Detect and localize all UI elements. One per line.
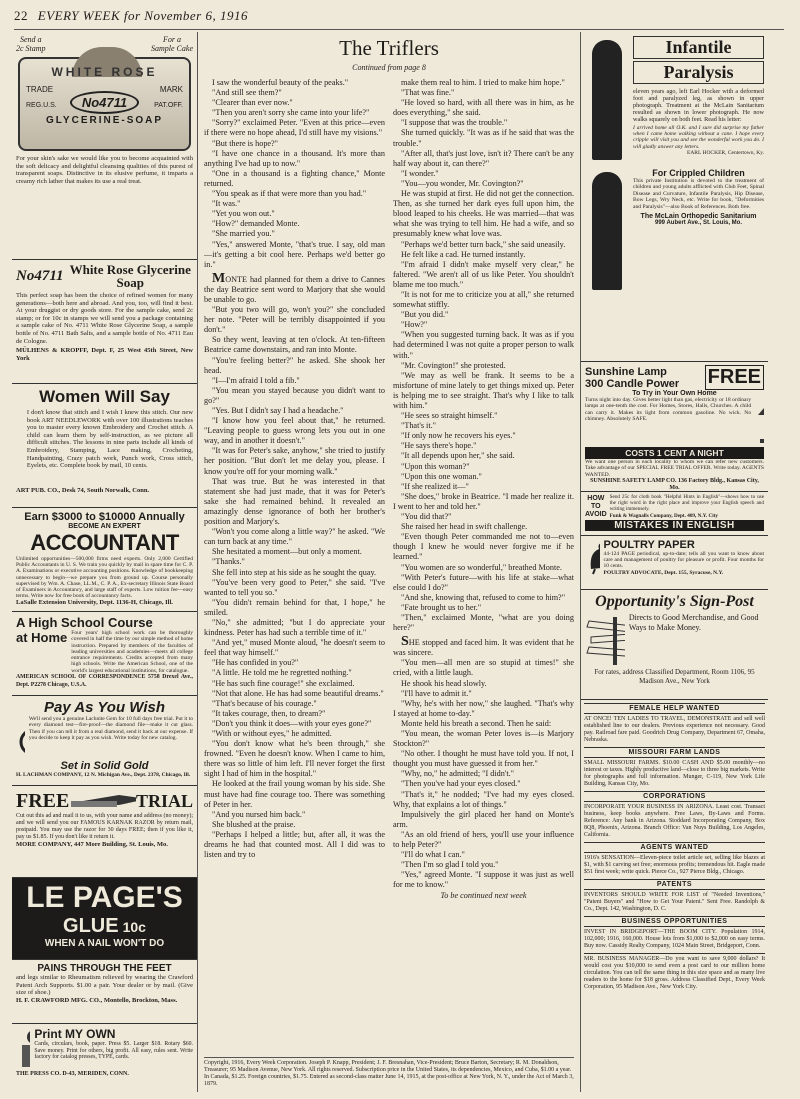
story-paragraph: "Perhaps we'd better turn back," she said uneasily. (401, 239, 566, 249)
story-paragraph: "But you two will go, won't you?" she concluded her note. "Peter will be terribly disappointed if you don't." (204, 305, 385, 335)
opportunity-signpost-ad (581, 590, 768, 700)
hs-sub: at Home (16, 630, 68, 645)
sanitarium-name: The McLain Orthopedic Sanitarium (640, 213, 757, 221)
story-paragraph: Impulsively the girl placed her hand on Monte's arm. (393, 809, 574, 829)
story-paragraph: "You speak as if that were more than you had." (212, 189, 367, 199)
english-how: HOW TO AVOID (585, 495, 607, 518)
high-school-ad (12, 612, 197, 696)
lamp-icon (754, 397, 764, 447)
story-paragraph: She turned quickly. "It was as if he said that was the trouble." (393, 128, 574, 148)
story-paragraph: "Why, no," he admitted; "I didn't." (401, 769, 514, 779)
accountant-sub: BECOME AN EXPERT (68, 523, 141, 530)
sanitarium-address: 999 Aubert Ave., St. Louis, Mo. (654, 220, 742, 227)
soap-reg: REG.U.S. (26, 102, 57, 109)
classified-heading: BUSINESS OPPORTUNITIES (584, 916, 765, 927)
pay-title: Pay As You Wish (43, 699, 165, 716)
crippled-title: For Crippled Children (652, 168, 745, 178)
lamp-body: Turns night into day. Gives better light than gas, electricity or 18 ordinary lamps at one-tenth the cost. For Homes, Stores, Halls, Churches. A child can carry it. Makes its light from common gasoline. No wick. No chimney. Absolutely SAFE. (585, 397, 752, 422)
issue-title: EVERY WEEK for November 6, 1916 (37, 8, 248, 23)
page-header (14, 8, 784, 30)
continued-label: Continued from page 8 (352, 63, 426, 72)
story-paragraph: "You men—all men are so stupid at times!" she cried, with a little laugh. (393, 658, 574, 678)
story-paragraph: "One in a thousand is a fighting chance," Monte returned. (204, 168, 385, 188)
story-paragraph: "That's it." (401, 421, 436, 431)
story-paragraph: "I suppose that was the trouble." (401, 118, 508, 128)
copyright-notice: Copyright, 1916, Every Week Corporation. Joseph P. Knapp, President; J. F. Bresnahan, Vice-President; Bruce Barton, Secretary; R. M. Donaldson, Treasurer; 95 Madison Avenue, New York. All rights reserved. Subscription price in the United States, its dependencies, Mexico, and Cuba, $1.00 a year. In Canada, $1.25. Foreign countries, $1.75. Entered as second-class matter June 14, 1915, at the post-office at New York, N. Y., under the Act of March 3, 1879. (204, 1057, 574, 1088)
to-be-continued: To be continued next week (440, 890, 527, 900)
story-paragraph: "That was fine." (401, 88, 455, 98)
story-paragraph: "You women are so wonderful," breathed Monte. (401, 562, 562, 572)
story-paragraph: "Yet you won out." (212, 209, 275, 219)
story-paragraph: "I'm afraid I didn't make myself very clear," he faltered. "We aren't all of us like Peter. You shouldn't blame me too much." (393, 259, 574, 289)
story-paragraph: "Fate brought us to her." (401, 602, 482, 612)
poultry-footer: POULTRY ADVOCATE, Dept. 155, Syracuse, N.Y. (603, 569, 724, 576)
left-ad-column (12, 32, 198, 1092)
lamp-footer: SUNSHINE SAFETY LAMP CO. 136 Factory Bldg., Kansas City, Mo. (590, 477, 759, 492)
english-footer: Funk & Wagnalls Company, Dept. 409, N.Y. City (609, 512, 719, 519)
story-paragraph: "How?" (401, 320, 428, 330)
story-paragraph: "And still see them?" (212, 88, 282, 98)
soap2-footer: MÜLHENS & KROPFF, Dept. F, 25 West 45th Street, New York (16, 347, 193, 362)
story-paragraph: "Upon this one woman." (401, 471, 482, 481)
poultry-title: POULTRY PAPER (603, 539, 695, 551)
soap-trade: TRADE (26, 85, 54, 94)
story-paragraph: "When you suggested turning back. It was as if you had determined I was not quite a proper person to walk with." (393, 330, 574, 360)
pay-footer: H. LACHMAN COMPANY, 12 N. Michigan Ave., Dept. 2378, Chicago, Ill. (16, 772, 191, 778)
story-paragraph: He shook his head slowly. (401, 678, 487, 688)
lepage-glue-ad (12, 878, 197, 960)
story-paragraph: "And she, knowing that, refused to come to him?" (401, 592, 566, 602)
razor-icon (69, 789, 136, 813)
story-paragraph: "If she realized it—" (401, 481, 469, 491)
story-title: The Triflers (339, 36, 439, 60)
hs-title: A High School Course (16, 615, 153, 630)
story-paragraph: "Perhaps I helped a little; but, after all, it was the dreams he had that counted most. All I did was to listen and try to (204, 829, 385, 860)
story-paragraph: "It was." (212, 199, 241, 209)
pains-footer: H. F. CRAWFORD MFG. CO., Montello, Brockton, Mass. (16, 996, 178, 1004)
story-paragraph: She hesitated a moment—but only a moment. (212, 547, 362, 557)
paralysis-quote: I arrived home all O.K. and I sure did surprise my father when I came home walking without a cane. I hope every cripple will visit you and see the wonderful work you do. I will gladly answer any letters. (633, 125, 764, 150)
story-paragraph: She raised her head in swift challenge. (401, 522, 528, 532)
right-ad-column (580, 32, 768, 1092)
paralysis-ad (581, 32, 768, 362)
story-paragraph: "We may as well be frank. It seems to be a misfortune of mine lately to get things mixed up. Peter is helping me to see straight. That's why I like to talk with him." (393, 370, 574, 410)
story-paragraph: "He sees so straight himself." (401, 411, 498, 421)
razor-free: FREE (16, 789, 70, 812)
signpost-rates: For rates, address Classified Department, Room 1106, 95 Madison Ave., New York (594, 668, 755, 685)
razor-trial: TRIAL (135, 790, 193, 811)
classified-heading: CORPORATIONS (584, 791, 765, 802)
women-title: Women Will Say (39, 387, 170, 406)
classified-body: INVENTORS SHOULD WRITE FOR LIST of "Needed Inventions," "Patent Buyers" and "How to Get Your Patent." Sent Free. Randolph & Co., Dept. 142, Washington, D. C. (584, 892, 765, 912)
classified-ads (581, 703, 768, 991)
accountant-body: Unlimited opportunities—500,000 firms need experts. Only 2,000 Certified Public Accountants in U. S. We train you quickly by mail in spare time for C. P. A. Examinations or executive accounting positions. Knowledge of bookkeeping unnecessary to begin—we prepare you from ground up. Course personally supervised by Wm. A. Chase, LL.M., C. P. A., Ex-secretary Illinois State Board of Examiners in Accountancy, and large staff of experts. Low tuition fee—easy terms. Write now for free book of accountancy facts. (16, 556, 193, 600)
story-paragraph: "That's because of his courage." (212, 698, 317, 708)
soap-mark: MARK (159, 85, 183, 94)
story-paragraph: "Yes," agreed Monte. "I suppose it was just as well for me to know." (393, 870, 574, 890)
story-paragraph: "After all, that's just love, isn't it? There can't be any half way about it, can there?" (393, 148, 574, 168)
story-paragraph: "You did that?" (401, 512, 452, 522)
lamp-title-2: 300 Candle Power (585, 377, 680, 390)
accountant-ad (12, 508, 197, 612)
story-paragraph: "I—I'm afraid I told a fib." (212, 375, 300, 385)
story-paragraph: "But you did." (401, 310, 449, 320)
accountant-footer: LaSalle Extension University, Dept. 1136-H, Chicago, Ill. (16, 599, 173, 607)
boy-after-photo (592, 172, 622, 290)
lachnite-gem-ad (12, 696, 197, 786)
print-body: Cards, circulars, book, paper. Press $5. Larger $18. Rotary $60. Save money. Print for others, big profit. All easy, rules sent. Write factory for catalog presses, TYPE, cards. (34, 1041, 193, 1061)
soap-bar-bottom: GLYCERINE-SOAP (45, 115, 164, 126)
hs-body: Four years' high school work can be thoroughly covered in half the time by our simple method of home instruction. Prepared by members of the faculties of leading universities and academies—meets all college entrance requirements. Credits accepted from many high schools. Write the American School, one of the world's largest educational institutions, for catalogue. (71, 630, 193, 674)
women-footer: ART PUB. CO., Desk 74, South Norwalk, Conn. (16, 487, 150, 494)
story-paragraph: "It was for Peter's sake, anyhow," she tried to justify her position. "But don't let me delay you, please. I know you're off for your morning walk." (204, 446, 385, 476)
story-paragraph: He was stupid at first. He did not get the connection. Then, as she turned her dark eyes full upon him, the blood leaped to his cheeks. He was married—that was what she was trying to tell him. He had a wife, and so presumably knew what love was. (393, 189, 574, 239)
story-paragraph: "Not that alone. He has had some beautiful dreams." (212, 688, 384, 698)
story-paragraph: "She married you." (212, 229, 275, 239)
story-paragraph: I saw the wonderful beauty of the peaks." (212, 78, 349, 87)
story-paragraph: She blushed at the praise. (212, 819, 296, 829)
story-paragraph: "Thanks." (212, 557, 245, 567)
lamp-cost: COSTS 1 CENT A NIGHT (585, 447, 764, 459)
accountant-top: Earn $3000 to $10000 Annually (24, 511, 185, 523)
lepage-title: LE PAGE'S (26, 881, 183, 914)
karnak-razor-ad (12, 786, 197, 878)
story-paragraph: "You're feeling better?" he asked. She shook her head. (204, 355, 385, 375)
story-paragraph: "If only now he recovers his eyes." (401, 431, 516, 441)
story-text-column-1 (204, 78, 385, 1038)
story-paragraph: "Won't you come along a little way?" he asked. "We can turn back at any time." (204, 527, 385, 547)
lepage-glue: GLUE (63, 915, 119, 937)
story-column (204, 32, 574, 1092)
razor-body: Cut out this ad and mail it to us, with your name and address (no money); and we will send you our FAMOUS KARNAK RAZOR by return mail, postpaid. You may use the razor for 30 days FREE; then if you like it, pay us $1.85. If you don't like it return it. (16, 813, 193, 840)
print-press-ad (12, 1024, 197, 1084)
paralysis-title-1: Infantile (633, 36, 764, 59)
classified-heading: AGENTS WANTED (584, 842, 765, 853)
lamp-try: To Try in Your Own Home (632, 390, 717, 397)
accountant-big: ACCOUNTANT (30, 530, 179, 555)
sunshine-lamp-ad (581, 362, 768, 492)
story-paragraph: "I know how you feel about that," he returned. "Leaving people to guess wrong lets you out in one way, and in another it doesn't." (204, 416, 385, 446)
soap-logo: No4711 (70, 91, 139, 114)
classified-heading: MISSOURI FARM LANDS (584, 747, 765, 758)
story-paragraph: "She does," broke in Beatrice. "I made her realize it. I went to her and told her." (393, 491, 574, 511)
for-a-label: For a (163, 35, 181, 44)
boy-before-photo (592, 40, 622, 160)
story-paragraph: That was true. But he was interested in that statement she had just made, that it was for Peter's sake she had remained behind. It revealed an amazingly dense ignorance of both her brother's position and Marjory's. (204, 476, 385, 527)
poultry-body: 44-124 PAGE periodical, up-to-date; tells all you want to know about care and management of poultry for pleasure or profit. Four months for 10 cents. (603, 551, 764, 570)
story-paragraph: "I'll do what I can." (401, 850, 465, 860)
pains-title: PAINS THROUGH THE FEET (37, 963, 172, 974)
story-paragraph: "Sorry?" exclaimed Peter. "Even at this price—even if there were no hope ahead, I'd still have my visions." (204, 118, 385, 138)
ring-icon (16, 716, 25, 760)
classified-heading: FEMALE HELP WANTED (584, 703, 765, 714)
story-paragraph: "Even though Peter commanded me not to—even though I knew he would never forgive me if he learned." (393, 532, 574, 562)
soap-pat: PAT.OFF. (154, 102, 183, 109)
story-paragraph: "Mr. Covington!" she protested. (401, 360, 506, 370)
story-paragraph: "It is not for me to criticize you at all," she returned somewhat stiffly. (393, 289, 574, 310)
story-paragraph: She fell into step at his side as he sought the quay. (212, 567, 377, 577)
sample-label: Sample Cake (151, 44, 193, 53)
paralysis-title-2: Paralysis (633, 61, 764, 84)
story-paragraph: "Then I'm so glad I told you." (401, 860, 499, 870)
art-needlework-ad (12, 384, 197, 508)
classified-body: INCORPORATE YOUR BUSINESS IN ARIZONA. Least cost. Transact business, keep books anywhere. Free Laws, By-Laws and Forms. Reference: Any bank in Arizona. Stoddard Incorporating Company, Box 8Q8, Phoenix, Arizona. Branch Office: Van Nuys Building, Los Angeles, California. (584, 804, 765, 838)
story-paragraph: "Then," exclaimed Monte, "what are you doing here?" (393, 612, 574, 633)
story-paragraph: MONTE had planned for them a drive to Cannes the day Beatrice sent word to Marjory that she would be unable to go. (204, 270, 385, 304)
story-paragraph: He looked at the frail young woman by his side. She must have had fine courage too. There was something of Peter in her. (204, 779, 385, 809)
story-paragraph: Monte held his breath a second. Then he said: (401, 718, 552, 728)
story-paragraph: "He loved so hard, with all there was in him, as he does everything," she said. (393, 98, 574, 118)
lepage-price: 10c (122, 919, 146, 935)
send-label: Send a (20, 35, 42, 44)
story-paragraph: "You mean you stayed because you didn't want to go?" (204, 385, 385, 405)
story-text-column-2 (393, 78, 574, 1038)
story-paragraph: "He has confided in you?" (212, 658, 299, 668)
english-body: Send 25c for cloth book "Helpful Hints in English"—shows how to use the right word in the right place and improve your English speech and writing immensely. (609, 494, 764, 512)
story-paragraph: "No," she admitted; "but I do appreciate your kindness. Peter has had such a terrible time of it." (204, 617, 385, 638)
lamp-body-2: We want one person in each locality to whom we can refer new customers. Take advantage of our SPECIAL FREE TRIAL OFFER. Write today. AGENTS WANTED. (585, 459, 764, 478)
story-paragraph: "No other. I thought he must have told you. If not, I thought you must have guessed it from her." (393, 749, 574, 769)
crippled-body: This private Institution is devoted to the treatment of children and young adults afflicted with Club Feet, Spinal Disease and Curvature, Infantile Paralysis, Hip Disease, Bow Legs, Wry Neck, etc. Write for book, "Deformities and Paralysis"—also Book of References. Both free. (633, 178, 764, 210)
signpost-icon (585, 613, 625, 665)
white-rose-soap-ad (12, 32, 197, 260)
story-paragraph: "And you nursed him back." (212, 809, 306, 819)
story-paragraph: "It all depends upon her," she said. (401, 451, 515, 461)
story-paragraph: "It takes courage, then, to dream?" (212, 708, 326, 718)
story-paragraph: "Don't you think it does—with your eyes gone?" (212, 718, 372, 728)
pay-body: We'll send you a genuine Lachnite Gem for 10 full days free trial. Put it to every diamond test—fire-proof—the diamond file—make it cut glass. Then if you can tell it from a real diamond, send it back at our expense. If you decide to keep it pay as you wish. Write today for new catalog. (28, 716, 193, 741)
lepage-slogan: WHEN A NAIL WON'T DO (44, 938, 165, 949)
page-number: 22 (14, 8, 28, 23)
story-paragraph: "You've been very good to Peter," she said. "I've wanted to tell you so." (204, 577, 385, 597)
story-paragraph: "With Peter's future—with his life at stake—what else could I do?" (393, 572, 574, 592)
soap-brand: No4711 (16, 267, 64, 284)
razor-footer: MORE COMPANY, 447 More Building, St. Louis, Mo. (16, 841, 168, 848)
hs-footer: AMERICAN SCHOOL OF CORRESPONDENCE 5758 Drexel Ave., Dept. P2278 Chicago, U.S.A. (16, 674, 193, 688)
classified-body: INVEST IN BRIDGEPORT—THE BOOM CITY. Population 1914, 102,000; 1916, 160,000. House lots from $1,000 to $2,000 on easy terms. Buy now. Cassidy Realty Company, 1024 Main Street, Bridgeport, Conn. (584, 929, 765, 949)
arch-supports-ad (12, 960, 197, 1024)
classified-body: 1916's SENSATION—Eleven-piece toilet article set, selling like blazes at $1, with $1 carving set free; enormous profits; tremendous hit. Eagle made $51 first week; write quick. Pierce Co., 927 Pierce Bldg., Chicago. (584, 855, 765, 875)
story-paragraph: "Why, he's with her now," she laughed. "That's why I stayed at home to-day." (393, 698, 574, 718)
story-paragraph: "You—you wonder, Mr. Covington?" (401, 178, 524, 188)
embroidery-pattern-icon (16, 409, 23, 487)
story-paragraph: SHE stopped and faced him. It was evident that he was sincere. (393, 634, 574, 658)
story-paragraph: "Clearer than ever now." (212, 98, 293, 108)
poultry-paper-ad (581, 536, 768, 590)
story-paragraph: "With or without eyes," he admitted. (212, 729, 332, 738)
story-paragraph: "You don't know what he's been through," she frowned. "Even he doesn't know. When I came to him, there was so little of him left. I'll never forget the first sight I had of him in the hospital." (204, 739, 385, 779)
story-paragraph: "Upon this woman?" (401, 461, 470, 471)
classified-body: SMALL MISSOURI FARMS. $10.00 CASH AND $5.00 monthly—no interest or taxes. Highly productive land—close to three big markets. Write for photographs and full information. Munger, C-119, New York Life Building, Kansas City, Mo. (584, 760, 765, 787)
english-mistakes-ad (581, 492, 768, 536)
glycerine-soap-ad (12, 260, 197, 384)
pay-set: Set in Solid Gold (60, 760, 149, 772)
classified-heading: PATENTS (584, 879, 765, 890)
signpost-body: Directs to Good Merchandise, and Good Ways to Make Money. (628, 613, 759, 632)
story-paragraph: "How?" demanded Monte. (212, 219, 300, 229)
soap-bar-top: WHITE ROSE (51, 65, 158, 79)
story-paragraph: "I have one chance in a thousand. It's more than anything I've had up to now." (204, 148, 385, 168)
soap2-body: This perfect soap has been the choice of refined women for many generations—both here and abroad. And you, too, will find it best. At your druggist or dry goods store. For the sample cake, send 2c stamp; or for 10c in stamps we will send you a package containing a sample cake of No. 4711 White Rose Glycerine Soap, a sample bottle of No. 4711 Bath Salts, and a sample bottle of No. 4711 Eau de Cologne. (16, 292, 193, 345)
paralysis-body: eleven years ago, left Earl Hocker with a deformed foot and paralyzed leg, as shown in upper photograph. Treatment at the McLain Sanitarium resulted as shown in lower photograph. He now walks squarely on both feet. Read his letter: (633, 88, 764, 123)
story-paragraph: "You didn't remain behind for that, I hope," he smiled. (204, 597, 385, 617)
soap-title: White Rose Glycerine Soap (69, 262, 191, 290)
rooster-icon (585, 539, 600, 575)
print-title: Print MY OWN (34, 1027, 116, 1041)
story-paragraph: "And yet," mused Monte aloud, "he doesn't seem to feel that way himself." (204, 638, 385, 658)
story-paragraph: "Then you've had your eyes closed." (401, 779, 521, 789)
soap-bar-image (18, 57, 191, 151)
story-paragraph: "As an old friend of hers, you'll use your influence to help Peter?" (393, 829, 574, 850)
pains-body: and legs similar to Rheumatism relieved by wearing the Crawford Patent Arch Supports. $1.00 a pair. Your dealer or by mail. (Give size of shoe.) (16, 974, 193, 997)
story-paragraph: "Yes. But I didn't say I had a headache." (212, 406, 344, 415)
story-paragraph: "He says there's hope." (401, 441, 477, 451)
soap-body: For your skin's sake we would like you to become acquainted with the soft delicacy and delightful cleansing qualities of this purest of transparent soaps. Distinctive in its elusive perfume, it imparts a creamy rich lather that makes its use a real treat. (16, 155, 193, 185)
lamp-title-1: Sunshine Lamp (585, 365, 667, 378)
story-paragraph: "Yes," answered Monte, "that's true. I say, old man—it's getting a bit cool here. Perhaps we'd better go in." (204, 239, 385, 269)
classified-body: AT ONCE! TEN LADIES TO TRAVEL, DEMONSTRATE and sell well established line to our dealers. Previous experience not necessary. Good pay. Railroad fare paid. Goodrich Drug Company, Department 67, Omaha, Nebraska. (584, 716, 765, 743)
story-paragraph: make them real to him. I tried to make him hope." (401, 78, 565, 87)
english-mistakes: MISTAKES IN ENGLISH (585, 520, 764, 531)
classified-body: MR. BUSINESS MANAGER—Do you want to save 9,000 dollars? It would cost you $10,000 to send even a post card to our million home circulation. You can tell the same thing in this size space and as many live readers to the home for $18 gross. Address Classified Dept., Every Week Corporation, 95 Madison Ave., New York City. (584, 953, 765, 991)
story-paragraph: "But there is hope?" (212, 138, 279, 148)
story-paragraph: He felt like a cad. He turned instantly. (401, 249, 526, 259)
print-footer: THE PRESS CO. D-43, MERIDEN, CONN. (16, 1071, 129, 1077)
women-body: I don't know that stitch and I wish I knew this stitch. Our new book ART NEEDLEWORK with over 100 illustrations teaches you to master every known Embroidery and Crochet stitch. A child can learn them by self-instruction, as we picture all difficult stitches. The lessons in nine parts include all kinds of Embroidery, Stamping, Lace making, Crocheting, Handpainting, Crazy patch work, Punch work, Cross stitch, Eyelets, etc. Complete book by mail, 10 cents. (26, 409, 193, 470)
printer-man-icon (16, 1027, 30, 1071)
story-paragraph: "A little. He told me he regretted nothing." (212, 668, 352, 678)
story-paragraph: So they went, leaving at ten o'clock. At ten-fifteen Beatrice came downstairs, and ran into Monte. (204, 335, 385, 355)
story-paragraph: "That's it," he nodded; "I've had my eyes closed. Why, that explains a lot of things." (393, 789, 574, 809)
paralysis-sign: EARL HOCKER, Centertown, Ky. (686, 149, 764, 156)
stamp-label: 2c Stamp (16, 44, 46, 53)
story-paragraph: "I'll have to admit it." (401, 688, 472, 698)
lamp-free: FREE (705, 365, 764, 390)
story-paragraph: "He has such fine courage!" she exclaimed. (212, 678, 355, 688)
story-paragraph: "I wonder." (401, 168, 439, 178)
signpost-title: Opportunity's Sign-Post (595, 593, 754, 610)
story-paragraph: "Then you aren't sorry she came into your life?" (212, 108, 370, 118)
story-paragraph: "You mean, the woman Peter loves is—is Marjory Stockton?" (393, 729, 574, 749)
